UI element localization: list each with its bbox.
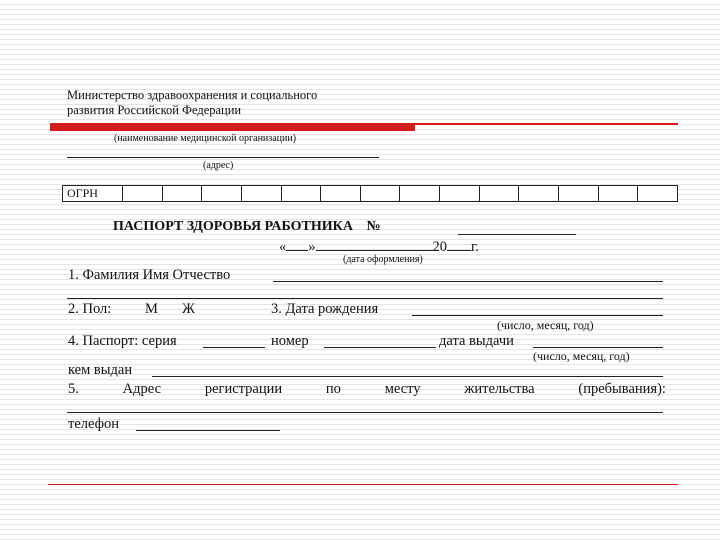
date-close-quote: » [308, 239, 316, 255]
address-caption: (адрес) [203, 160, 234, 171]
ogrn-cell[interactable] [519, 186, 559, 201]
red-divider-thick [50, 123, 415, 131]
year-prefix: 20 [432, 239, 447, 255]
org-name-caption: (наименование медицинской организации) [114, 133, 297, 144]
title-text: ПАСПОРТ ЗДОРОВЬЯ РАБОТНИКА [113, 219, 353, 234]
issue-date-label: дата выдачи [439, 333, 514, 349]
address-word: жительства [464, 381, 535, 397]
address-row [68, 381, 666, 398]
birth-date-label: 3. Дата рождения [271, 301, 379, 317]
birth-date-underline[interactable] [412, 315, 663, 316]
ogrn-cell[interactable] [163, 186, 203, 201]
red-divider-thin [415, 123, 678, 125]
sex-label: 2. Пол: [68, 301, 112, 317]
fio-underline-2[interactable] [67, 298, 663, 299]
address-word: регистрации [204, 381, 283, 397]
ministry-name-line1: Министерство здравоохранения и социального [67, 88, 318, 102]
ogrn-cell[interactable] [321, 186, 361, 201]
issued-by-label: кем выдан [68, 362, 133, 378]
date-caption: (дата оформления) [343, 254, 423, 265]
sex-option-m[interactable]: М [145, 301, 158, 317]
passport-series-underline[interactable] [203, 347, 265, 348]
address-underline-field[interactable] [67, 412, 663, 413]
page-title [113, 219, 381, 235]
ogrn-cell[interactable] [123, 186, 163, 201]
sex-option-f[interactable]: Ж [182, 301, 195, 317]
passport-number-field-underline[interactable] [324, 347, 436, 348]
fio-underline[interactable] [273, 281, 663, 282]
birth-date-caption: (число, месяц, год) [497, 318, 594, 332]
ogrn-grid [62, 185, 678, 202]
address-word: Адрес [122, 381, 162, 397]
ogrn-cell[interactable] [480, 186, 520, 201]
ogrn-label: ОГРН [63, 186, 123, 201]
passport-number-underline[interactable] [458, 234, 576, 235]
address-underline [67, 157, 379, 158]
ministry-name-line2: развития Российской Федерации [67, 103, 242, 117]
ogrn-cell[interactable] [282, 186, 322, 201]
ogrn-cell[interactable] [202, 186, 242, 201]
year-suffix: г. [471, 239, 479, 255]
address-word: по [325, 381, 341, 397]
address-word: 5. [68, 381, 79, 397]
ogrn-cell[interactable] [559, 186, 599, 201]
fio-label: 1. Фамилия Имя Отчество [68, 267, 231, 283]
passport-series-label: 4. Паспорт: серия [68, 333, 177, 349]
passport-number-label: номер [271, 333, 309, 349]
day-blank[interactable] [286, 238, 308, 251]
ogrn-cell[interactable] [361, 186, 401, 201]
ogrn-cell[interactable] [242, 186, 282, 201]
ogrn-cell[interactable] [599, 186, 639, 201]
address-word: (пребывания): [578, 381, 666, 397]
date-open-quote: « [279, 239, 287, 255]
issue-date-caption: (число, месяц, год) [533, 349, 630, 363]
phone-underline[interactable] [136, 430, 280, 431]
issue-date-underline[interactable] [533, 347, 663, 348]
issued-by-underline[interactable] [152, 376, 663, 377]
ogrn-cell[interactable] [440, 186, 480, 201]
phone-label: телефон [68, 416, 120, 432]
address-word: месту [384, 381, 421, 397]
month-blank[interactable] [316, 238, 433, 251]
year-blank[interactable] [447, 238, 471, 251]
ogrn-cell[interactable] [638, 186, 677, 201]
ogrn-cell[interactable] [400, 186, 440, 201]
number-sign: № [366, 219, 381, 234]
red-divider-bottom [48, 484, 678, 485]
